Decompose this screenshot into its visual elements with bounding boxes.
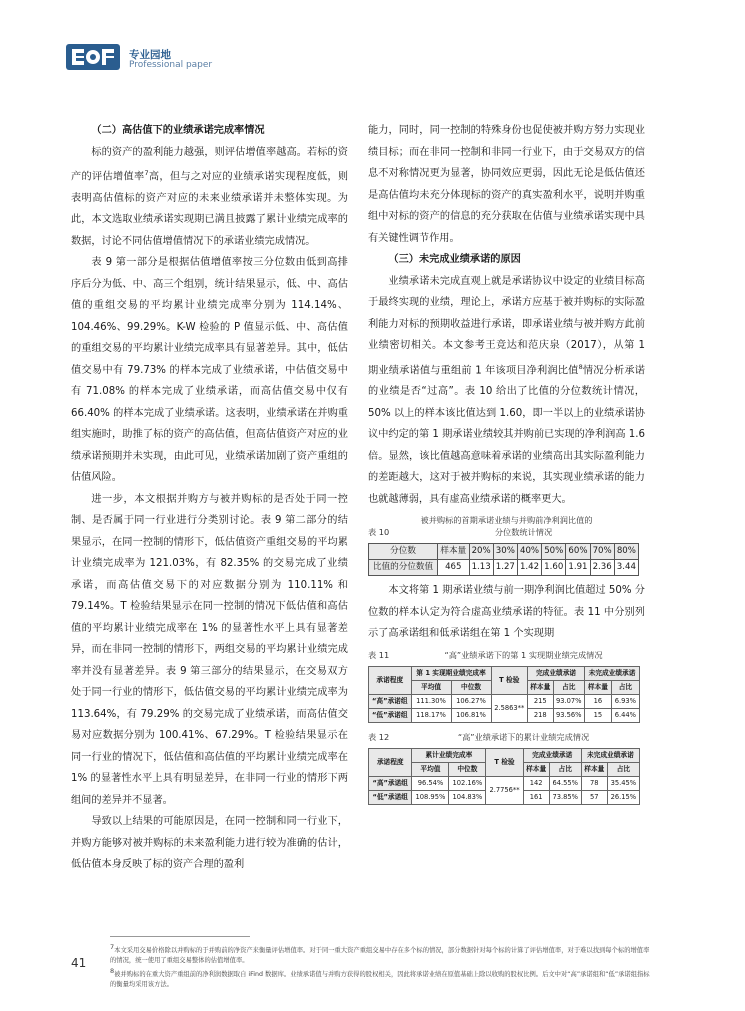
- table-number: 表 12: [368, 731, 390, 742]
- paragraph: 能力，同时，同一控制的特殊身份也促使被并购方努力实现业绩目标；而在非同一控制和非同一行业下，由于交易双方的信息不对称情况更为显著，协同效应更弱，因此无论是低估值还是高估值均未充分体现标的资产的真实盈利水平，说明并购重组中对标的资产的信息的充分获取在估值与业绩承诺实现中具有关键性调节作用。: [368, 125, 645, 244]
- table-header-row: 承诺程度 第 1 实现期业绩完成率 T 检验 完成业绩承诺 未完成业绩承诺: [369, 666, 640, 680]
- table-row: 比值的分位数值 465 1.13 1.27 1.42 1.60 1.91 2.36 3.44: [369, 560, 639, 576]
- right-column: [368, 120, 645, 811]
- paragraph: 业绩承诺未完成直观上就是承诺协议中设定的业绩目标高于最终实现的业绩，理论上，承诺方应基于被并购标的实际盈利能力对标的预期收益进行承诺，即承诺业绩与被并购方此前业绩密切相关。本文参考王竞达和范庆泉（2017），从第 1 期业绩承诺值与重组前 1 年该项目净利润比值$^8$情况分析承诺的业绩是否“过高”。表 10 给出了比值的分位数统计情况，50% 以上的样本该比值达到 1.60，即一半以上的业绩承诺协议中约定的第 1 期承诺业绩较其并购前已实现的净利润高 1.6 倍。显然，该比值越高意味着承诺的业绩高出其实际盈利能力的差距越大，这对于被并购标的来说，其实现业绩承诺的能力也就越薄弱，具有虚高业绩承诺的概率更大。: [368, 275, 645, 505]
- table-row: “低”承诺组 108.95% 104.83% 161 73.85% 57 26.15%: [369, 790, 640, 804]
- footnote-divider: [110, 936, 250, 937]
- table-11-caption: [368, 649, 645, 661]
- table-title: “高”业绩承诺下的第 1 实现期业绩完成情况: [444, 649, 603, 660]
- table-title: “高”业绩承诺下的累计业绩完成情况: [457, 731, 590, 742]
- table-10: [368, 543, 639, 576]
- table-number: 表 10: [368, 527, 390, 538]
- section-heading: （二）高估值下的业绩承诺完成率情况: [91, 125, 265, 136]
- left-column: [71, 120, 348, 876]
- table-row: “低”承诺组 118.17% 106.81% 218 93.56% 15 6.44%: [369, 708, 640, 722]
- footnote-ref[interactable]: 7: [144, 169, 149, 177]
- paragraph: 表 9 第一部分是根据估值增值率按三分位数由低到高排序后分为低、中、高三个组别，统计结果显示，低、中、高估值的重组交易的平均累计业绩完成率分别为 114.14%、104.46%、99.29%。K-W 检验的 P 值显示低、中、高估值的重组交易的平均累计业绩完成率具有显著差异。其中，低估值交易中有 79.73% 的样本完成了业绩承诺，中估值交易中有 71.08% 的样本完成了业绩承诺，而高估值交易中仅有 66.40% 的样本完成了业绩承诺。这表明，业绩承诺在并购重组实施时，助推了标的资产的高估值，但高估值资产对应的业绩承诺预期并未实现，由此可见，业绩承诺加剧了资产重组的估值风险。: [71, 257, 348, 484]
- paragraph: 进一步，本文根据并购方与被并购标的是否处于同一控制、是否属于同一行业进行分类别讨论。表 9 第二部分的结果显示，在同一控制的情形下，低估值资产重组交易的平均累计业绩完成率为 121.03%，有 82.35% 的交易完成了业绩承诺，而高估值交易下的对应数据分别为 110.11% 和 79.14%。T 检验结果显示在同一控制的情况下低估值和高估值的平均累计业绩完成率在 1% 的显著性水平上具有显著差异，而在非同一控制的情形下，两组交易的平均累计业绩完成率并没有显著差异。表 9 第三部分的结果显示，在交易双方处于同一行业的情形下，低估值交易的平均累计业绩完成率为 113.64%，有 79.29% 的交易完成了业绩承诺，而高估值交易对应数据分别为 100.41%、67.29%。T 检验结果显示在同一行业的情况下，低估值和高估值的平均累计业绩完成率在 1% 的显著性水平上具有明显差异，在非同一行业的情形下两组间的差异并不显著。: [71, 493, 348, 806]
- table-row: “高”承诺组 96.54% 102.16% 2.7756** 142 64.55% 78 35.45%: [369, 776, 640, 790]
- table-11: [368, 666, 640, 723]
- footnote-7: $^7$本文采用交易价格除以并购标的于并购前的净资产来衡量评估增值率。对于同一重大资产重组交易中存在多个标的情况，部分数据针对每个标的计算了评估增值率，对于难以找到每个标的增值率的情况，统一使用了重组交易整体的估值增值率。: [110, 943, 650, 965]
- table-header-row: 分位数 样本量 20% 30% 40% 50% 60% 70% 80%: [369, 544, 639, 560]
- table-subheader-row: 平均值 中位数 样本量 占比 样本量 占比: [369, 680, 640, 694]
- table-10-caption: 被并购标的首期承诺业绩与并购前净利润比值的 表 10 分位数统计情况: [368, 514, 645, 538]
- table-row: “高”承诺组 111.30% 106.27% 2.5863** 215 93.07% 16 6.93%: [369, 694, 640, 708]
- page-number: 41: [71, 956, 87, 970]
- footnote-8: $^8$被并购标的在重大资产重组前的净利润数据取自 iFind 数据库。业绩承诺值与并购方获得的股权相关，因此将承诺业绩在原值基础上除以收购的股权比例。后文中对“高”承诺组和“低”承诺组指标的衡量均采用该方法。: [110, 967, 650, 989]
- paragraph: 标的资产的盈利能力越强，则评估增值率越高。若标的资产的评估增值率$^7$高，但与之对应的业绩承诺实现程度低，则表明高估值标的资产对应的未来业绩承诺并未整体实现。为此，本文选取业绩承诺实现期已满且披露了累计业绩完成率的数据，讨论不同估值增值情况下的承诺业绩完成情况。: [71, 146, 349, 247]
- footnotes: [110, 942, 655, 990]
- table-number: 表 11: [368, 649, 390, 660]
- page-header: [66, 44, 366, 80]
- table-header-row: 承诺程度 累计业绩完成率 T 检验 完成业绩承诺 未完成业绩承诺: [369, 748, 640, 762]
- table-12-caption: [368, 731, 645, 743]
- table-subheader-row: 平均值 中位数 样本量 占比 样本量 占比: [369, 762, 640, 776]
- paragraph: 本文将第 1 期承诺业绩与前一期净利润比值超过 50% 分位数的样本认定为符合虚高业绩承诺的特征。表 11 中分别列示了高承诺组和低承诺组在第 1 个实现期: [368, 585, 645, 640]
- table-12: [368, 748, 640, 805]
- table-title: 分位数统计情况: [494, 527, 553, 538]
- section-heading: （三）未完成业绩承诺的原因: [388, 254, 521, 265]
- section-title: 专业园地: [129, 49, 171, 61]
- footnote-ref[interactable]: 8: [578, 362, 583, 371]
- journal-logo-icon: [66, 44, 120, 70]
- section-subtitle: Professional paper: [129, 60, 213, 70]
- paragraph: 导致以上结果的可能原因是，在同一控制和同一行业下，并购方能够对被并购标的未来盈利能力进行较为准确的估计，低估值本身反映了标的资产合理的盈利: [71, 816, 348, 871]
